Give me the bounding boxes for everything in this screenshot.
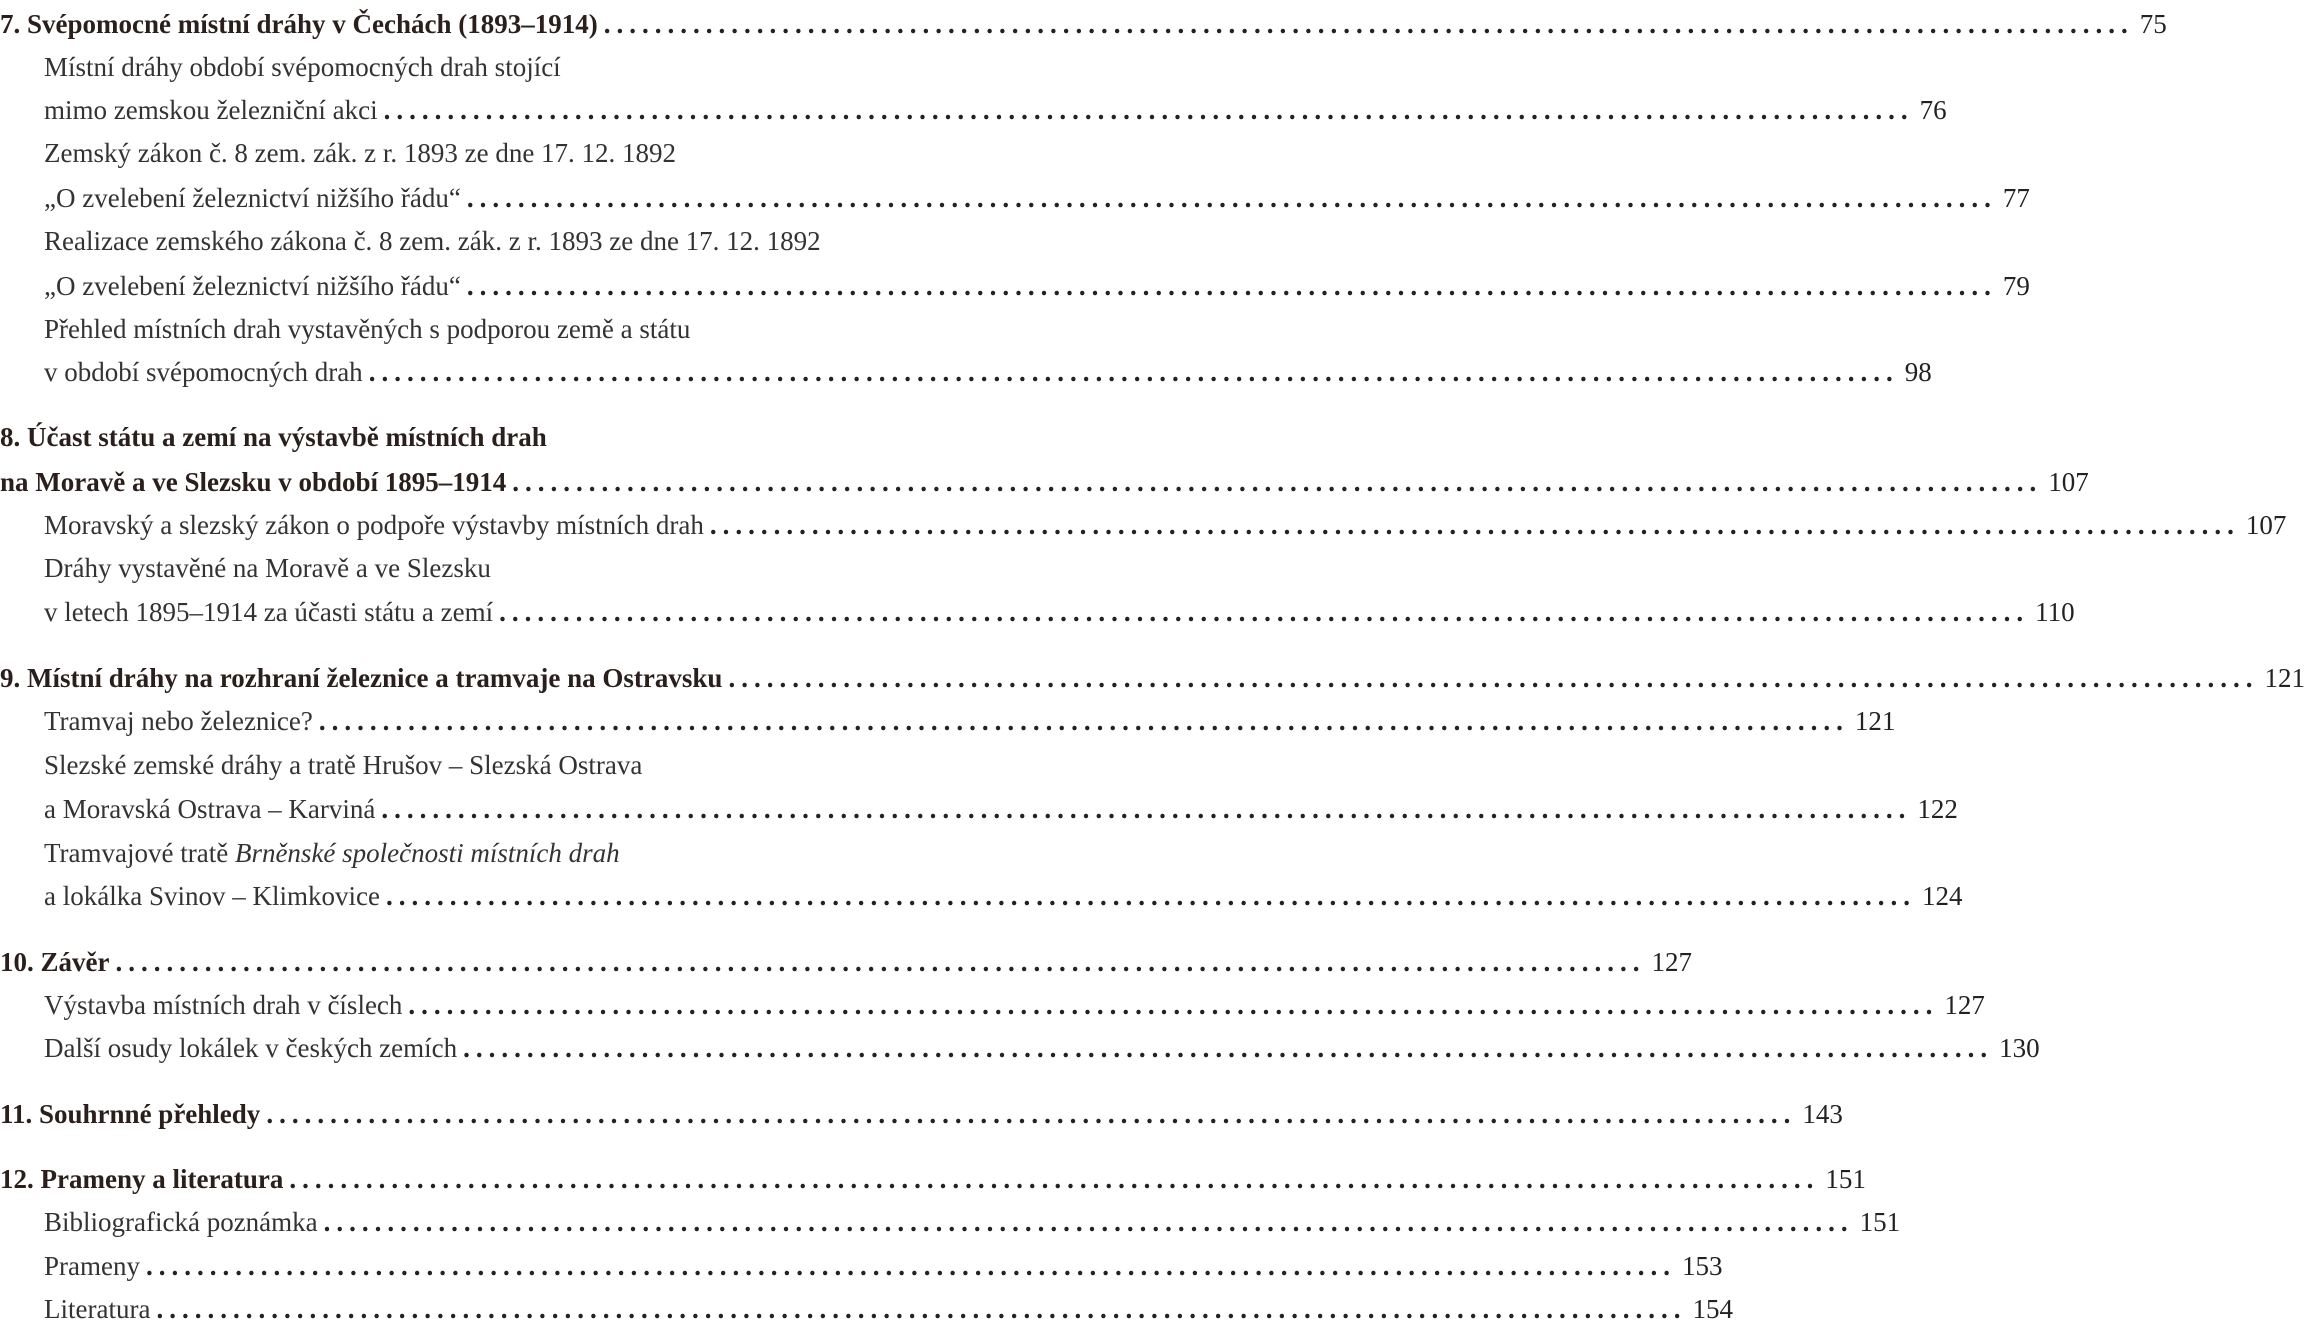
entry-page: 122: [1917, 794, 1958, 824]
entry-page: 98: [1904, 357, 1932, 387]
dot-leader: ........................................................................................................................: [499, 597, 2030, 627]
dot-leader: ........................................................................................................................: [463, 1033, 1994, 1063]
entry-title: Přehled místních drah vystavěných s podporou země a státu: [44, 314, 691, 344]
entry-page: 143: [1802, 1099, 1843, 1129]
entry-page: 154: [1692, 1294, 1733, 1324]
dot-leader: ........................................................................................................................: [408, 990, 1939, 1020]
entry-title: v letech 1895–1914 za účasti státu a zemí: [44, 597, 494, 627]
dot-leader: ........................................................................................................................: [512, 467, 2043, 497]
entry-title: mimo zemskou železniční akci: [44, 95, 378, 125]
dot-leader: ........................................................................................................................: [709, 510, 2240, 540]
entry-title: 7. Svépomocné místní dráhy v Čechách (1893–1914): [0, 9, 598, 39]
toc-entry: [0, 503, 2287, 547]
toc-entry: [0, 874, 1963, 918]
entry-page: 76: [1919, 95, 1947, 125]
toc-entry-chapter-9: [0, 656, 2305, 700]
entry-page: 127: [1944, 990, 1985, 1020]
toc-entry: [0, 176, 2030, 220]
dot-leader: ........................................................................................................................: [381, 794, 1912, 824]
dot-leader: ........................................................................................................................: [145, 1251, 1676, 1281]
entry-page: 153: [1681, 1251, 1723, 1281]
toc-entry: [0, 983, 1985, 1027]
entry-title: „O zvelebení železnictví nižšího řádu“: [44, 183, 461, 213]
dot-leader: ........................................................................................................................: [266, 1099, 1797, 1129]
entry-page: 77: [2002, 183, 2030, 213]
entry-title: Moravský a slezský zákon o podpoře výstavby místních drah: [44, 510, 704, 540]
entry-page: 107: [2048, 467, 2089, 497]
dot-leader: ........................................................................................................................: [385, 881, 1916, 911]
toc-entry: [0, 1287, 1733, 1331]
entry-title: 8. Účast státu a zemí na výstavbě místních drah: [0, 422, 547, 452]
entry-title: Místní dráhy období svépomocných drah stojící: [44, 52, 561, 82]
entry-title: Bibliografická poznámka: [44, 1207, 318, 1237]
entry-page: 75: [2139, 9, 2167, 39]
toc-entry-chapter-7: [0, 2, 2167, 46]
toc-entry-chapter-8-cont: [0, 460, 2089, 504]
toc-entry: [0, 131, 960, 175]
dot-leader: ........................................................................................................................: [368, 357, 1899, 387]
dot-leader: ........................................................................................................................: [728, 663, 2259, 693]
toc-entry: [0, 590, 2075, 634]
toc-entry: [0, 307, 960, 351]
toc-entry: [0, 88, 1947, 132]
entry-title: „O zvelebení železnictví nižšího řádu“: [44, 271, 461, 301]
entry-title: Tramvaj nebo železnice?: [44, 706, 313, 736]
entry-title: na Moravě a ve Slezsku v období 1895–1914: [0, 467, 507, 497]
entry-title: 10. Závěr: [0, 947, 110, 977]
toc-entry: [0, 1244, 1723, 1288]
entry-page: 151: [1859, 1207, 1901, 1237]
entry-title: Slezské zemské dráhy a tratě Hrušov – Slezská Ostrava: [44, 750, 643, 780]
entry-page: 151: [1825, 1164, 1866, 1194]
entry-title: 12. Prameny a literatura: [0, 1164, 284, 1194]
entry-title: Literatura: [44, 1294, 151, 1324]
toc-entry: [0, 787, 1958, 831]
toc-entry-chapter-8: [0, 415, 960, 459]
dot-leader: ........................................................................................................................: [156, 1294, 1687, 1324]
entry-page: 127: [1651, 947, 1692, 977]
entry-title: Výstavba místních drah v číslech: [44, 990, 403, 1020]
entry-page: 110: [2035, 597, 2075, 627]
dot-leader: ........................................................................................................................: [323, 1207, 1854, 1237]
toc-entry: [0, 699, 1896, 743]
toc-entry: [0, 1026, 2040, 1070]
entry-title: 9. Místní dráhy na rozhraní železnice a tramvaje na Ostravsku: [0, 663, 723, 693]
toc-entry: [0, 350, 1932, 394]
entry-page: 121: [1854, 706, 1896, 736]
entry-title: 11. Souhrnné přehledy: [0, 1099, 261, 1129]
toc-entry-chapter-12: [0, 1157, 1866, 1201]
entry-title: Dráhy vystavěné na Moravě a ve Slezsku: [44, 553, 491, 583]
entry-page: 79: [2002, 271, 2030, 301]
dot-leader: ........................................................................................................................: [466, 183, 1997, 213]
toc-entry: [0, 45, 960, 89]
toc-entry: [0, 1200, 1901, 1244]
toc-entry: [0, 264, 2030, 308]
dot-leader: ........................................................................................................................: [466, 271, 1997, 301]
dot-leader: ........................................................................................................................: [603, 9, 2134, 39]
entry-title: v období svépomocných drah: [44, 357, 363, 387]
entry-title: Realizace zemského zákona č. 8 zem. zák. z r. 1893 ze dne 17. 12. 1892: [44, 226, 821, 256]
dot-leader: ........................................................................................................................: [383, 95, 1914, 125]
toc-entry: [0, 546, 960, 590]
entry-title: a Moravská Ostrava – Karviná: [44, 794, 376, 824]
entry-page: 107: [2245, 510, 2287, 540]
dot-leader: ........................................................................................................................: [289, 1164, 1820, 1194]
entry-title: Prameny: [44, 1251, 140, 1281]
entry-title: a lokálka Svinov – Klimkovice: [44, 881, 380, 911]
dot-leader: ........................................................................................................................: [318, 706, 1849, 736]
entry-title: Další osudy lokálek v českých zemích: [44, 1033, 458, 1063]
entry-page: 124: [1921, 881, 1963, 911]
entry-title: Zemský zákon č. 8 zem. zák. z r. 1893 ze dne 17. 12. 1892: [44, 138, 677, 168]
italic-company-name: Brněnské společnosti místních drah: [234, 838, 620, 868]
dot-leader: ........................................................................................................................: [115, 947, 1646, 977]
toc-entry: [0, 219, 960, 263]
toc-entry: [0, 831, 960, 875]
toc-entry-chapter-11: [0, 1092, 1843, 1136]
entry-page: 130: [1999, 1033, 2040, 1063]
entry-page: 121: [2264, 663, 2305, 693]
entry-title: Tramvajové tratě Brněnské společnosti místních drah: [44, 838, 620, 868]
toc-entry: [0, 743, 960, 787]
toc-entry-chapter-10: [0, 940, 1692, 984]
